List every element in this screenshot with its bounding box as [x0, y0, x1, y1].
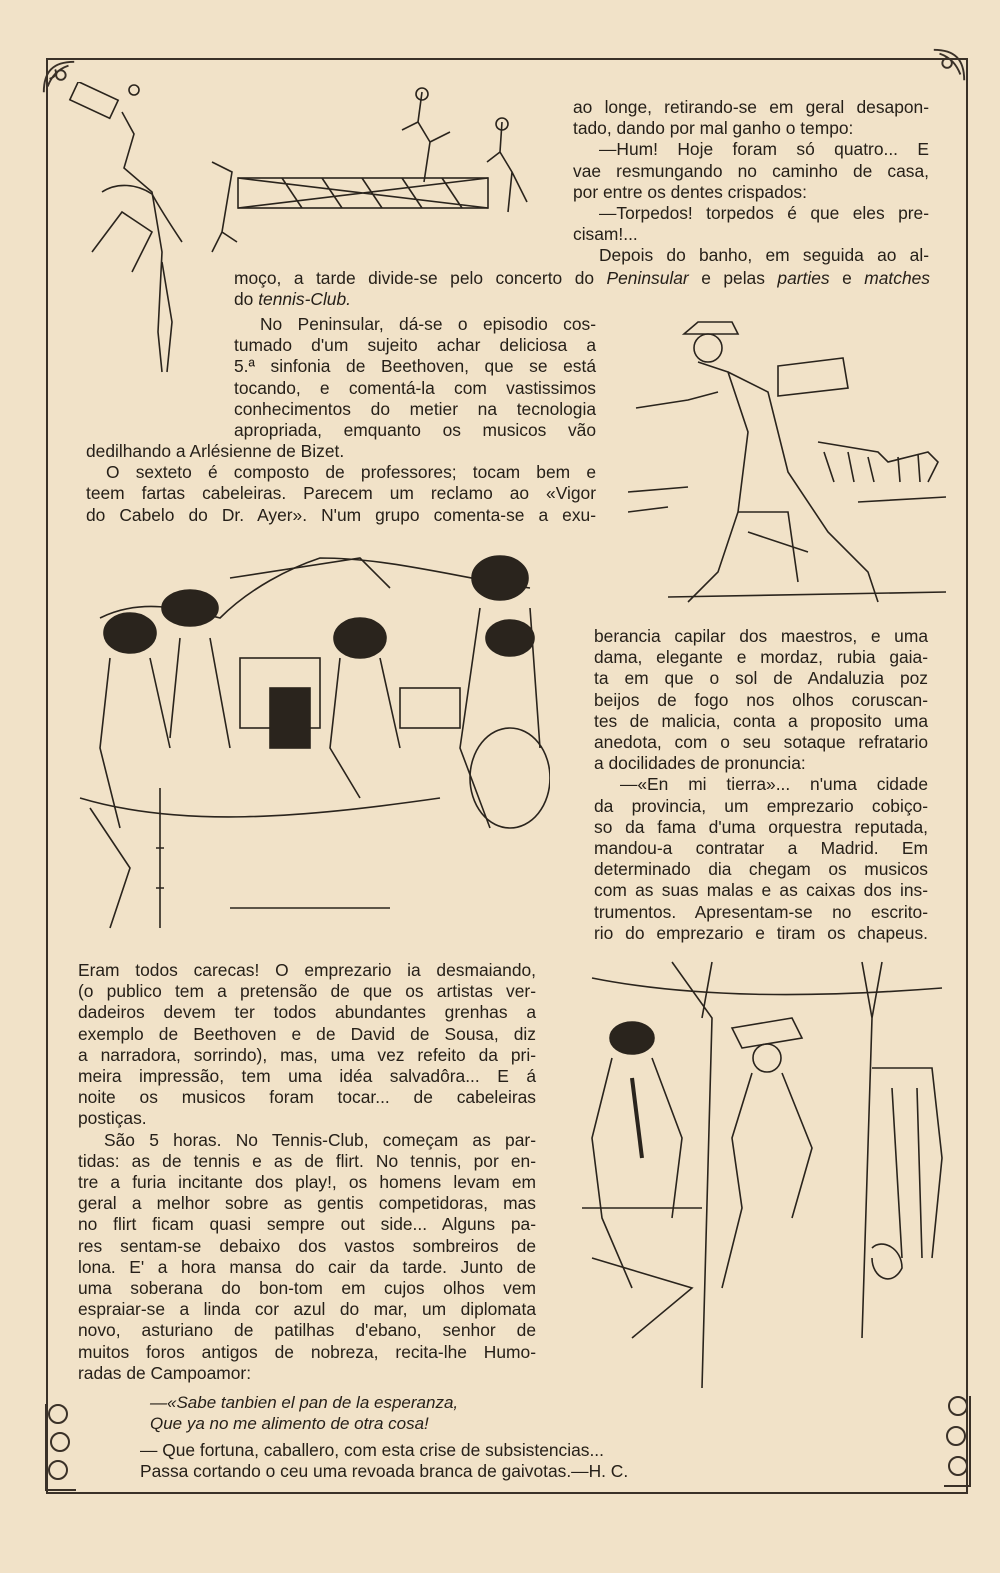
right-column-top-text	[573, 97, 929, 267]
text-line: tidas: as de tennis e as de flirt. No tennis, por en-	[78, 1150, 536, 1171]
text-line: No Peninsular, dá-se o episodio cos-	[260, 314, 596, 334]
right-column-anecdote	[594, 626, 928, 944]
text-line: —«En mi tierra»... n'uma cidade	[620, 774, 928, 795]
text-line: a docilidades de pronuncia:	[594, 753, 806, 774]
text-line: anedota, com o seu sotaque refratario	[594, 732, 928, 753]
text-line: dadeiros devem ter todos abundantes grenhas a	[78, 1002, 536, 1023]
left-column-bottom-text	[78, 960, 536, 1384]
verse-line: Que ya no me alimento de otra cosa!	[150, 1414, 429, 1433]
text-line: exemplo de Beethoven e de David de Sousa, diz	[78, 1023, 536, 1044]
text-line: do Cabelo do Dr. Ayer». N'um grupo comenta-se a exu-	[86, 504, 596, 525]
sextet-paragraph	[86, 441, 596, 526]
text-line: uma soberana do bon-tom em cujos olhos vem	[78, 1278, 536, 1299]
text-line: dedilhando a Arlésienne de Bizet.	[86, 441, 345, 461]
text-line: novo, asturiano de patilhas d'ebano, senhor de	[78, 1320, 536, 1341]
text-line: —Torpedos! torpedos é que eles pre-	[599, 203, 929, 224]
floral-border-icon	[40, 1400, 80, 1492]
text-line: Eram todos carecas! O emprezario ia desmaiando,	[78, 960, 536, 980]
text-line: ao longe, retirando-se em geral desapon-	[573, 97, 929, 117]
text-line: postiças.	[78, 1108, 147, 1129]
text-line: conhecimentos do metier na tecnologia	[234, 398, 596, 419]
text-line: trumentos. Apresentam-se no escrito-	[594, 901, 928, 922]
text-line: dama, elegante e mordaz, rubia gaia-	[594, 647, 928, 668]
text-line: O sexteto é composto de professores; tocam bem e	[106, 462, 596, 483]
couple-under-umbrella-illustration	[572, 958, 952, 1388]
text-line: meira impressão, tem uma idéa salvadôra... E á	[78, 1066, 536, 1087]
text-line: tumado d'um sujeito achar deliciosa a	[234, 335, 596, 356]
text-line: tado, dando por mal ganho o tempo:	[573, 118, 854, 139]
peninsular-paragraph	[234, 314, 596, 441]
text-line: apropriada, emquanto os musicos vão	[234, 420, 596, 441]
musicians-sextet-illustration	[60, 548, 550, 948]
text-line: so da fama d'uma orquestra reputada,	[594, 816, 928, 837]
corner-ornament-icon	[930, 46, 968, 84]
text-line: mandou-a contratar a Madrid. Em	[594, 838, 928, 859]
text-line: radas de Campoamor:	[78, 1362, 252, 1383]
text-line: Depois do banho, em seguida ao al-	[599, 245, 929, 266]
closing-text	[140, 1440, 720, 1482]
text-line: da provincia, um emprezario cobiço-	[594, 795, 928, 816]
text-line: 5.ª sinfonia de Beethoven, que se está	[234, 356, 596, 377]
text-line: muitos foros antigos de nobreza, recita-lhe Humo-	[78, 1341, 536, 1362]
text-line: tocando, e comentá-la com vastissimos	[234, 377, 596, 398]
text-line: (o publico tem a pretensão de que os artistas ver-	[78, 981, 536, 1002]
text-line: noite os musicos foram tocar... de cabeleiras	[78, 1087, 536, 1108]
text-line: a narradora, sorrindo), mas, uma vez refeito da pri-	[78, 1044, 536, 1065]
text-line: rio do emprezario e tiram os chapeus.	[594, 922, 928, 943]
text-line: geral a melhor sobre as gentis competidoras, mas	[78, 1193, 536, 1214]
text-line: —Hum! Hoje foram só quatro... E	[599, 139, 929, 160]
campoamor-verse	[150, 1392, 458, 1434]
text-line: lona. E' a hora mansa do cair da tarde. Junto de	[78, 1256, 536, 1277]
text-line: berancia capilar dos maestros, e uma	[594, 626, 928, 646]
text-line: tes de malicia, conta a proposito uma	[594, 710, 928, 731]
text-line: com as suas malas e as caixas dos ins-	[594, 880, 928, 901]
text-line: teem fartas cabeleiras. Parecem um reclamo ao «Vigor	[86, 483, 596, 504]
text-line: no flirt ficam quasi sempre out side... Alguns pa-	[78, 1214, 536, 1235]
text-line: tre a furia incitante dos play!, os homens levam em	[78, 1172, 536, 1193]
signature-line: Passa cortando o ceu uma revoada branca de gaivotas.—H. C.	[140, 1461, 629, 1482]
text-line: res sentam-se debaixo dos vastos sombreiros de	[78, 1235, 536, 1256]
text-line: vae resmungando no caminho de casa,	[573, 160, 929, 181]
text-line: determinado dia chegam os musicos	[594, 859, 928, 880]
text-line: ta em que o sol de Andaluzia poz	[594, 668, 928, 689]
wide-text-line: moço, a tarde divide-se pelo concerto do Peninsular e pelas parties e matches do tennis-Club.	[234, 268, 930, 310]
text-line: São 5 horas. No Tennis-Club, começam as par-	[104, 1129, 536, 1150]
text-line: beijos de fogo nos olhos coruscan-	[594, 689, 928, 710]
text-line: por entre os dentes crispados:	[573, 181, 807, 202]
text-line: cisam!...	[573, 224, 638, 245]
text-line: espraiar-se a linda cor azul do mar, um diplomata	[78, 1299, 536, 1320]
man-with-telescope-illustration	[628, 312, 946, 612]
verse-line: —«Sabe tanbien el pan de la esperanza,	[150, 1393, 459, 1412]
text-line: — Que fortuna, caballero, com esta crise de subsistencias...	[140, 1440, 604, 1460]
floral-border-icon	[940, 1392, 976, 1488]
